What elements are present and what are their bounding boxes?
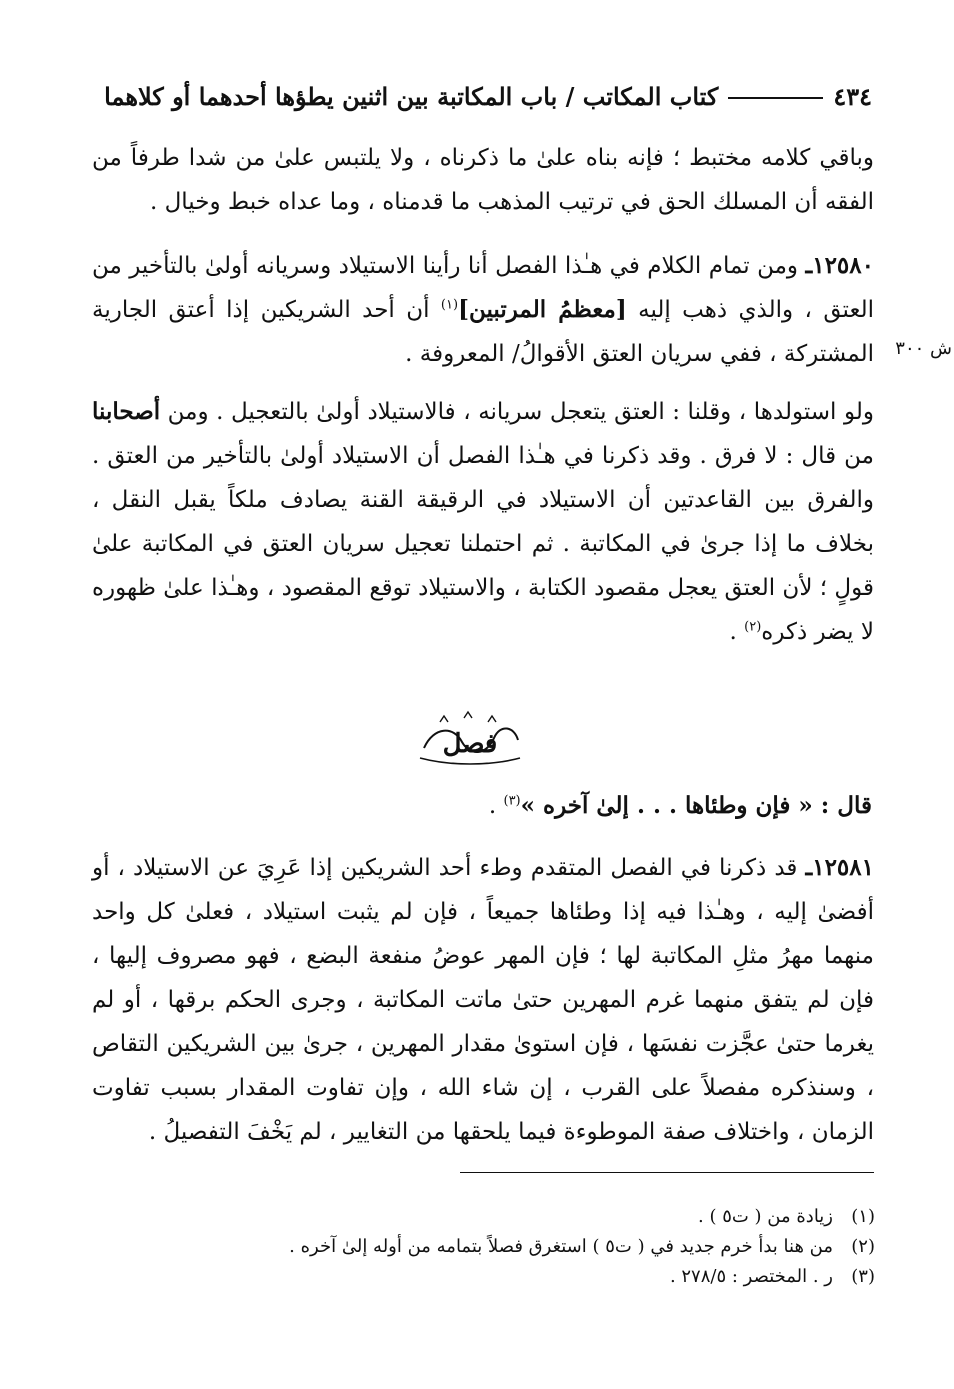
- paragraph-12581: [92, 846, 874, 1154]
- paragraph-text: قد ذكرنا في الفصل المتقدم وطء أحد الشريكين إذا عَرِيَ عن الاستيلاد ، أو أفضىٰ إليه ، وهـٰذا فيه إذا وطئاها جميعاً ، فإن لم يثبت استيلاد ، فعلىٰ كل واحد منهما مهرُ مثلِ المكاتبة لها ؛ فإن المهر عوضُ منفعة البضع ، فهو مصروف إليها ، فإن لم يتفق منهما غرم المهرين حتىٰ ماتت المكاتبة ، وجرى الحكم برقها ، أو لم يغرما حتىٰ عجَّزت نفسَها ، فإن استوىٰ مقدار المهرين ، جرىٰ بين الشريكين التقاص ، وسنذكره مفصلاً على القرب ، إن شاء الله ، وإن تفاوت المقدار بسبب تفاوت الزمان ، واختلاف صفة الموطوءة فيما يلحقها من التغايير ، لم يَخْفَ التفصيلُ .: [92, 855, 874, 1145]
- qala-prefix: قال : «: [790, 792, 872, 819]
- footnote-text: من هنا بدأ خرم جديد في ( ت٥ ) استغرق فصلاً بتمامه من أوله إلىٰ آخره .: [289, 1236, 833, 1257]
- paragraph-number: ١٢٥٨٠ـ: [805, 252, 874, 279]
- footnote-3: [250, 1262, 875, 1292]
- paragraph-text: من قال : لا فرق . وقد ذكرنا في هـٰذا الفصل أن الاستيلاد أولىٰ بالتأخير من العتق . والفرق بين القاعدتين أن الاستيلاد في الرقيقة القنة يصادف ملكاً يقبل النقل ، بخلاف ما إذا جرىٰ في المكاتبة . ثم احتملنا تعجيل سريان العتق في المكاتبة علىٰ قولٍ ؛ لأن العتق يعجل مقصود الكتابة ، والاستيلاد توقع المقصود ، وهـٰذا علىٰ ظهوره لا يضر ذكره: [92, 443, 874, 645]
- bold-word: أصحابنا: [92, 398, 161, 425]
- paragraph-12580: [92, 244, 874, 376]
- paragraph-1: [92, 136, 874, 224]
- footnote-number: (١): [851, 1206, 875, 1227]
- paragraph-3: [92, 390, 874, 654]
- footnote-ref-2: (٢): [744, 619, 762, 635]
- footnote-number: (٢): [851, 1236, 875, 1257]
- paragraph-3-text: [92, 390, 874, 654]
- paragraph-12580-text: [92, 244, 874, 376]
- bold-phrase: [معظمُ المرتبين]: [458, 296, 627, 323]
- margin-manuscript-note: ش ٣٠٠: [895, 338, 952, 359]
- footnote-number: (٣): [851, 1266, 875, 1287]
- footnote-1: [250, 1202, 875, 1232]
- footnote-2: [250, 1232, 875, 1262]
- header-rule: [728, 97, 823, 99]
- qala-suffix: »: [520, 792, 544, 819]
- section-heading-ornament: [410, 708, 530, 776]
- footnote-ref-1: (١): [440, 297, 459, 313]
- paragraph-text: ومن تمام الكلام في هـٰذا الفصل أنا رأينا الاستيلاد وسريانه أولىٰ بالتأخير من العتق ، والذي ذهب إليه: [92, 253, 874, 323]
- qala-end: .: [488, 793, 504, 819]
- qala-quote: فإن وطئاها . . . إلىٰ آخره: [543, 792, 791, 819]
- footnote-separator: [460, 1172, 874, 1173]
- running-header: [92, 78, 872, 114]
- paragraph-text: ولو استولدها ، وقلنا : العتق يتعجل سريانه ، فالاستيلاد أولىٰ بالتعجيل . ومن: [160, 399, 874, 425]
- calligraphy-ornament-icon: [410, 708, 530, 776]
- paragraph-number: ١٢٥٨١ـ: [805, 854, 874, 881]
- footnote-text: ر . المختصر : ٢٧٨/٥ .: [669, 1266, 833, 1287]
- quoted-statement: [300, 784, 872, 828]
- paragraph-text: أن أحد الشريكين إذا أعتق الجارية المشتركة ، ففي سريان العتق الأقوالُ/ المعروفة .: [92, 297, 874, 367]
- footnotes: [250, 1202, 875, 1292]
- footnote-ref-3: (٣): [503, 793, 521, 809]
- section-title: فصل: [442, 729, 498, 759]
- page-number: ٤٣٤: [833, 81, 872, 111]
- paragraph-1-text: وباقي كلامه مختبط ؛ فإنه بناه علىٰ ما ذكرناه ، ولا يلتبس علىٰ من شدا طرفاً من الفقه أن المسلك الحق في ترتيب المذهب ما قدمناه ، وما عداه خبط وخيال .: [92, 145, 874, 215]
- footnote-text: زيادة من ( ت٥ ) .: [698, 1206, 833, 1227]
- paragraph-end: .: [729, 619, 745, 645]
- running-title: كتاب المكاتب / باب المكاتبة بين اثنين يطؤها أحدهما أو كلاهما: [104, 81, 719, 111]
- paragraph-12581-text: [92, 846, 874, 1154]
